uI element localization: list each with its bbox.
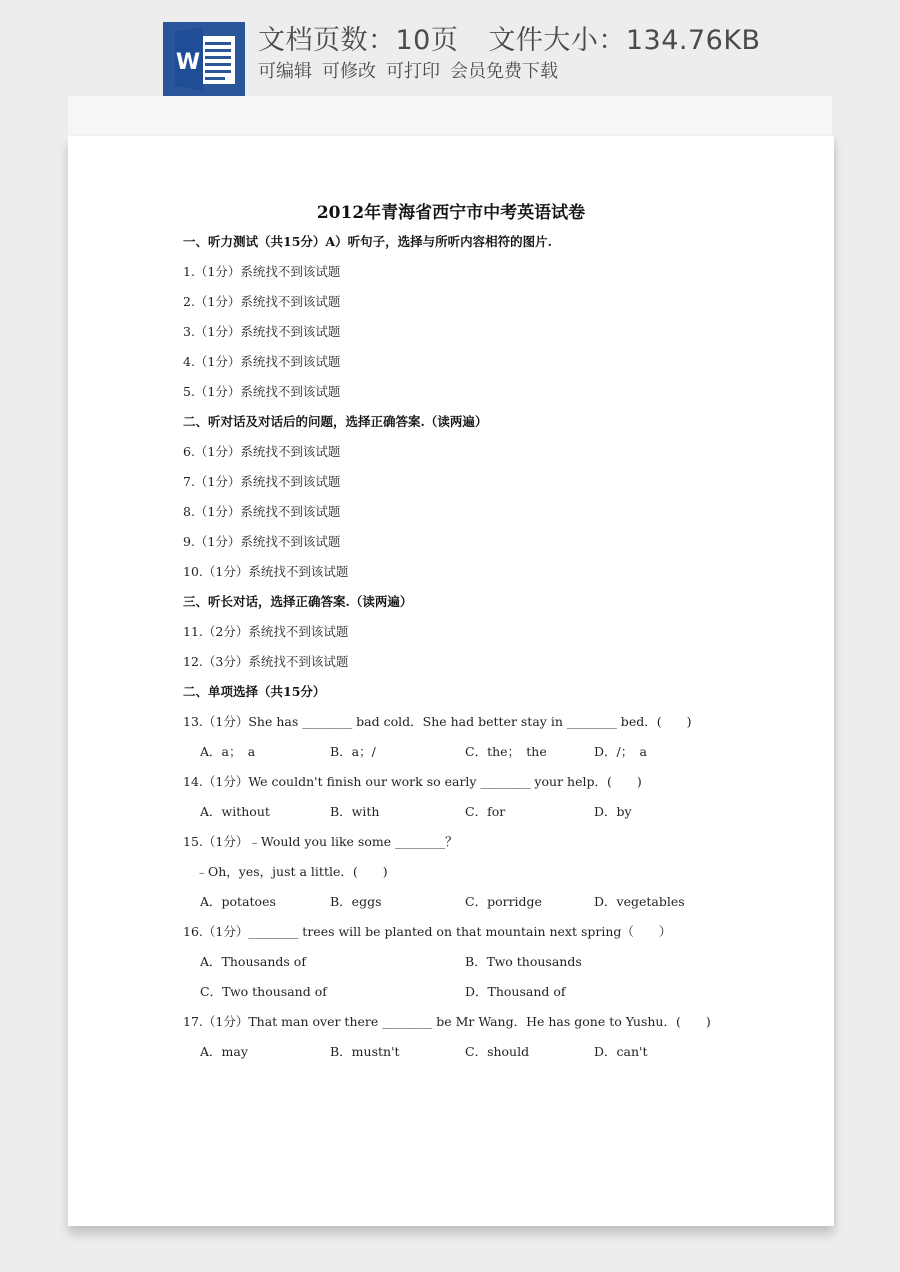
- question-line: 13.（1分）She has ________ bad cold．She had better stay in ________ bed．( ): [183, 714, 692, 729]
- answer-option: B．a；/: [330, 744, 376, 759]
- answer-option: B．eggs: [330, 894, 382, 909]
- feature-printable: 可打印: [386, 61, 440, 82]
- word-document-icon: [163, 22, 245, 96]
- answer-option: A．potatoes: [200, 894, 276, 909]
- section-heading: 二、听对话及对话后的问题，选择正确答案.（读两遍）: [183, 414, 488, 429]
- answer-option: D．Thousand of: [465, 984, 566, 999]
- answer-option: C．for: [465, 804, 506, 819]
- answer-option: B．mustn't: [330, 1044, 400, 1059]
- answer-option: C．Two thousand of: [200, 984, 327, 999]
- svg-text:W: W: [175, 50, 201, 75]
- answer-option: D．/； a: [594, 744, 647, 759]
- question-line: ﹣Oh，yes，just a little．( ): [183, 864, 388, 879]
- answer-option: A．may: [200, 1044, 248, 1059]
- answer-option: C．the； the: [465, 744, 547, 759]
- question-line: 7.（1分）系统找不到该试题: [183, 474, 341, 489]
- answer-option: D．vegetables: [594, 894, 685, 909]
- section-heading: 一、听力测试（共15分）A）听句子，选择与所听内容相符的图片.: [183, 234, 552, 249]
- feature-editable: 可编辑: [258, 61, 312, 82]
- answer-option: D．can't: [594, 1044, 648, 1059]
- banner-features: [258, 57, 568, 83]
- answer-option: C．porridge: [465, 894, 542, 909]
- question-line: 5.（1分）系统找不到该试题: [183, 384, 341, 399]
- question-line: 10.（1分）系统找不到该试题: [183, 564, 349, 579]
- question-line: 15.（1分）﹣Would you like some ________？: [183, 834, 458, 849]
- answer-option: B．with: [330, 804, 380, 819]
- answer-option: A．a； a: [200, 744, 256, 759]
- answer-option: A．Thousands of: [200, 954, 306, 969]
- answer-option: C．should: [465, 1044, 530, 1059]
- document-title: 2012年青海省西宁市中考英语试卷: [316, 203, 586, 223]
- question-line: 3.（1分）系统找不到该试题: [183, 324, 341, 339]
- question-line: 9.（1分）系统找不到该试题: [183, 534, 341, 549]
- page-top-strip: [68, 96, 832, 136]
- question-line: 17.（1分）That man over there ________ be Mr Wang．He has gone to Yushu．( ): [183, 1014, 711, 1029]
- document-page: [68, 136, 834, 1226]
- feature-member-download: 会员免费下载: [450, 61, 558, 82]
- answer-option: A．without: [200, 804, 270, 819]
- question-line: 6.（1分）系统找不到该试题: [183, 444, 341, 459]
- question-line: 16.（1分）________ trees will be planted on that mountain next spring（ ）: [183, 924, 672, 939]
- question-line: 1.（1分）系统找不到该试题: [183, 264, 341, 279]
- section-heading: 二、单项选择（共15分）: [183, 684, 326, 699]
- section-heading: 三、听长对话，选择正确答案.（读两遍）: [183, 594, 413, 609]
- page-count: 文档页数：10页: [258, 25, 459, 56]
- answer-option: D．by: [594, 804, 632, 819]
- answer-option: B．Two thousands: [465, 954, 582, 969]
- question-line: 11.（2分）系统找不到该试题: [183, 624, 349, 639]
- banner-title: [258, 18, 761, 57]
- question-line: 4.（1分）系统找不到该试题: [183, 354, 341, 369]
- feature-modifiable: 可修改: [322, 61, 376, 82]
- question-line: 14.（1分）We couldn't finish our work so early ________ your help．( ): [183, 774, 642, 789]
- question-line: 8.（1分）系统找不到该试题: [183, 504, 341, 519]
- download-banner: [0, 0, 900, 96]
- question-line: 2.（1分）系统找不到该试题: [183, 294, 341, 309]
- question-line: 12.（3分）系统找不到该试题: [183, 654, 349, 669]
- file-size: 文件大小：134.76KB: [488, 25, 761, 56]
